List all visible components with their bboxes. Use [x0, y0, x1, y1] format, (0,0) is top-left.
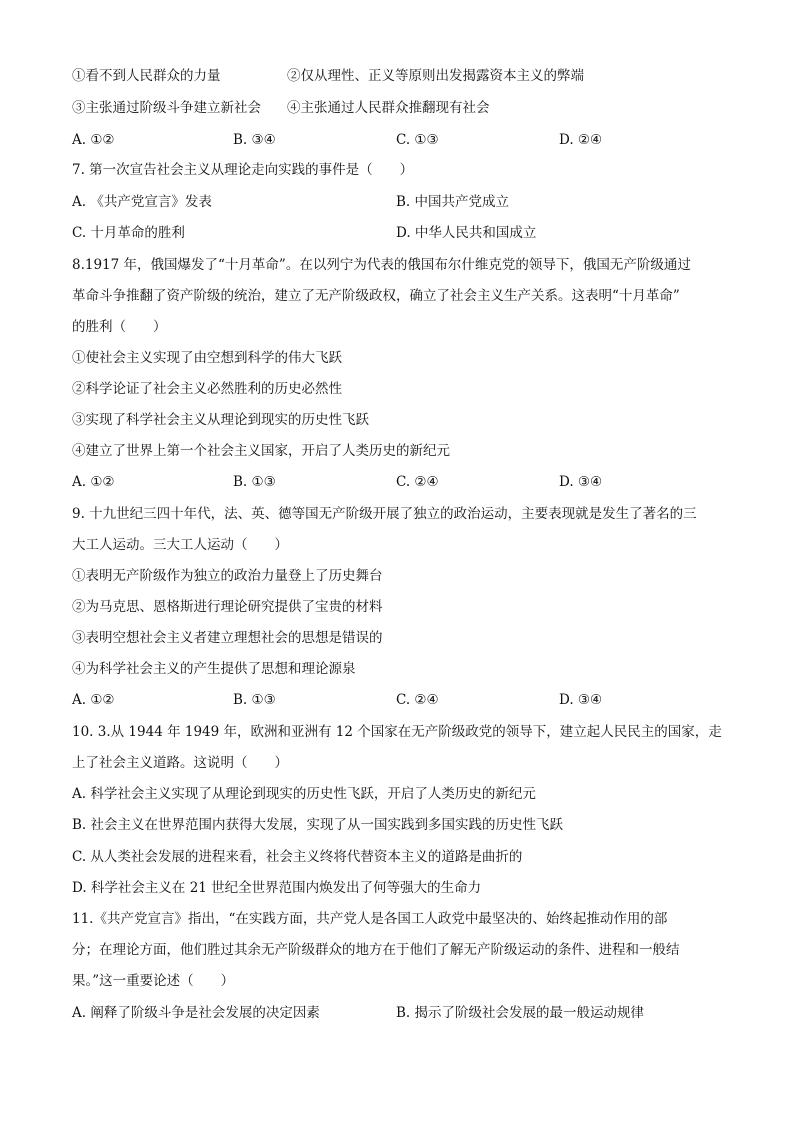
- q10-stem-line-2: 上了社会主义道路。这说明（ ）: [72, 755, 288, 771]
- q6-statements-row-2: [72, 98, 732, 118]
- q6-options: [72, 130, 732, 150]
- q9-statement-1: ①表明无产阶级作为独立的政治力量登上了历史舞台: [72, 568, 383, 584]
- q6-option-a[interactable]: A. ①②: [72, 132, 115, 148]
- q6-statement-1: ①看不到人民群众的力量: [72, 68, 221, 84]
- q7-stem: 7. 第一次宣告社会主义从理论走向实践的事件是（ ）: [72, 162, 414, 178]
- q8-statement-4: ④建立了世界上第一个社会主义国家，开启了人类历史的新纪元: [72, 443, 450, 459]
- q6-statement-3: ③主张通过阶级斗争建立新社会: [72, 100, 261, 116]
- q8-statement-2: ②科学论证了社会主义必然胜利的历史必然性: [72, 381, 342, 397]
- q10-stem-line-1: 10. 3.从 1944 年 1949 年，欧洲和亚洲有 12 个国家在无产阶级政党的领导下，建立起人民民主的国家，走: [72, 724, 722, 740]
- q6-option-c[interactable]: C. ①③: [396, 132, 439, 148]
- q7-options-row-2: [72, 223, 732, 243]
- q9-option-c[interactable]: C. ②④: [396, 692, 439, 708]
- q6-statement-4: ④主张通过人民群众推翻现有社会: [287, 100, 490, 116]
- q8-option-c[interactable]: C. ②④: [396, 474, 439, 490]
- q7-options-row-1: [72, 192, 732, 212]
- q8-option-b[interactable]: B. ①③: [233, 474, 276, 490]
- q6-option-b[interactable]: B. ③④: [233, 132, 276, 148]
- q9-statement-3: ③表明空想社会主义者建立理想社会的思想是错误的: [72, 630, 383, 646]
- q9-stem-line-1: 9. 十九世纪三四十年代，法、英、德等国无产阶级开展了独立的政治运动，主要表现就是发生了著名的三: [72, 506, 697, 522]
- q9-option-d[interactable]: D. ③④: [559, 692, 603, 708]
- q9-statement-4: ④为科学社会主义的产生提供了思想和理论源泉: [72, 661, 356, 677]
- q9-statement-2: ②为马克思、恩格斯进行理论研究提供了宝贵的材料: [72, 599, 383, 615]
- q7-option-d[interactable]: D. 中华人民共和国成立: [396, 225, 537, 241]
- q8-statement-3: ③实现了科学社会主义从理论到现实的历史性飞跃: [72, 412, 369, 428]
- q10-option-a[interactable]: A. 科学社会主义实现了从理论到现实的历史性飞跃，开启了人类历史的新纪元: [72, 786, 536, 802]
- q9-option-a[interactable]: A. ①②: [72, 692, 115, 708]
- q8-stem-line-1: 8.1917 年，俄国爆发了“十月革命”。在以列宁为代表的俄国布尔什维克党的领导下，俄国无产阶级通过: [72, 257, 691, 273]
- q11-options-row-1: [72, 1003, 732, 1023]
- q8-options: [72, 472, 732, 492]
- q10-option-c[interactable]: C. 从人类社会发展的进程来看，社会主义终将代替资本主义的道路是曲折的: [72, 849, 523, 865]
- q11-option-b[interactable]: B. 揭示了阶级社会发展的最一般运动规律: [396, 1005, 645, 1021]
- q9-option-b[interactable]: B. ①③: [233, 692, 276, 708]
- q8-stem-line-3: 的胜利（ ）: [72, 319, 167, 335]
- q7-option-c[interactable]: C. 十月革命的胜利: [72, 225, 185, 241]
- q11-stem-line-3: 果。”这一重要论述（ ）: [72, 973, 235, 989]
- q7-option-b[interactable]: B. 中国共产党成立: [396, 194, 510, 210]
- q9-options: [72, 690, 732, 710]
- q6-statements-row-1: [72, 66, 732, 86]
- q8-option-d[interactable]: D. ③④: [559, 474, 603, 490]
- q11-stem-line-2: 分；在理论方面，他们胜过其余无产阶级群众的地方在于他们了解无产阶级运动的条件、进程和一般结: [72, 942, 680, 958]
- q6-option-d[interactable]: D. ②④: [559, 132, 603, 148]
- q8-statement-1: ①使社会主义实现了由空想到科学的伟大飞跃: [72, 350, 342, 366]
- q6-statement-2: ②仅从理性、正义等原则出发揭露资本主义的弊端: [287, 68, 584, 84]
- q8-stem-line-2: 革命斗争推翻了资产阶级的统治，建立了无产阶级政权，确立了社会主义生产关系。这表明“十月革命”: [72, 288, 680, 304]
- q7-option-a[interactable]: A. 《共产党宣言》发表: [72, 194, 212, 210]
- q8-option-a[interactable]: A. ①②: [72, 474, 115, 490]
- q9-stem-line-2: 大工人运动。三大工人运动（ ）: [72, 537, 288, 553]
- q10-option-d[interactable]: D. 科学社会主义在 21 世纪全世界范围内焕发出了何等强大的生命力: [72, 880, 482, 896]
- q11-stem-line-1: 11.《共产党宣言》指出，“在实践方面，共产党人是各国工人政党中最坚决的、始终起推动作用的部: [72, 911, 668, 927]
- q10-option-b[interactable]: B. 社会主义在世界范围内获得大发展，实现了从一国实践到多国实践的历史性飞跃: [72, 817, 564, 833]
- q11-option-a[interactable]: A. 阐释了阶级斗争是社会发展的决定因素: [72, 1005, 320, 1021]
